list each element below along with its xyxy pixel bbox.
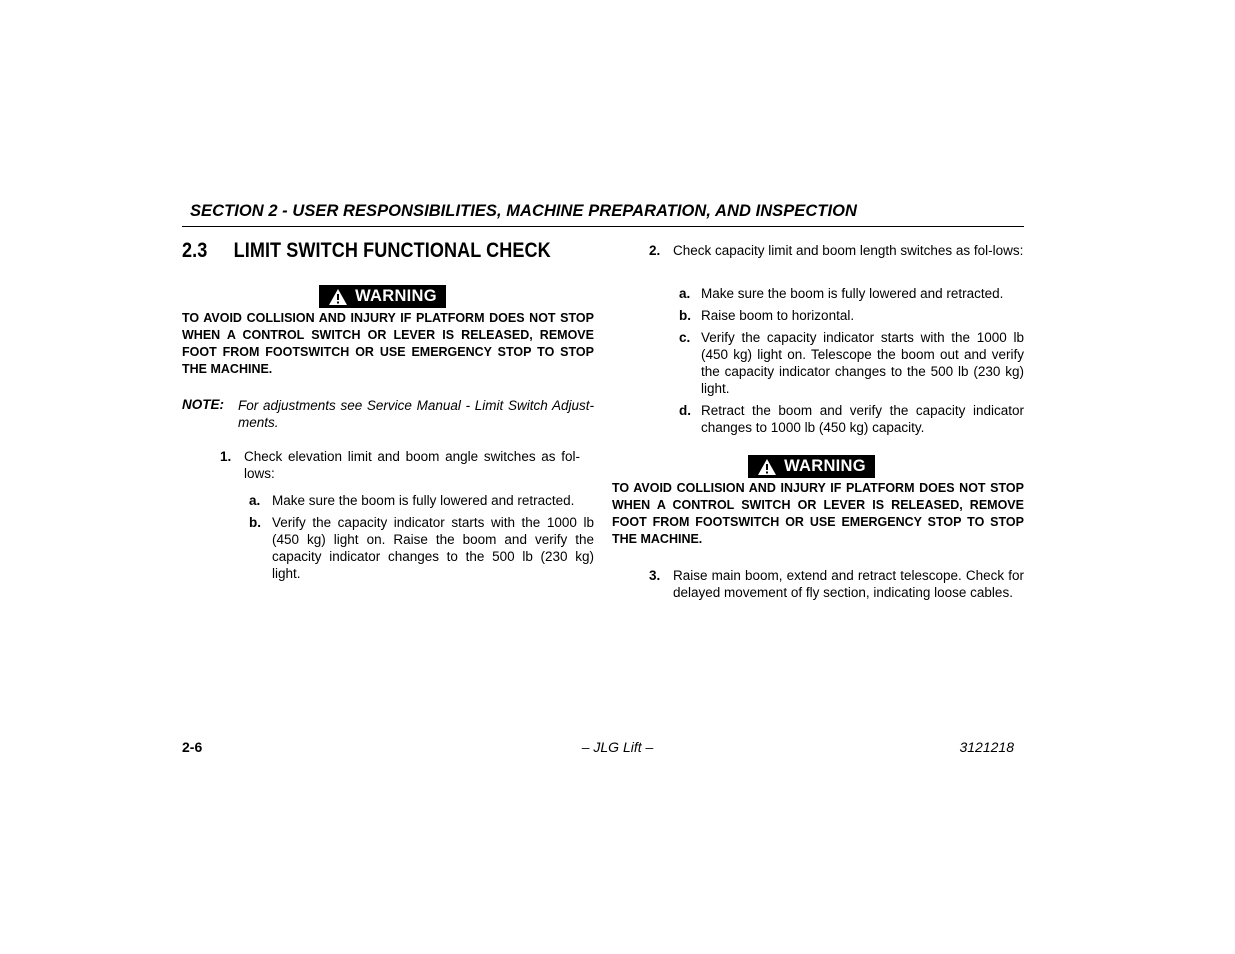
heading-number: 2.3 xyxy=(182,239,208,262)
warning-label: WARNING xyxy=(355,287,437,305)
sub-label: b. xyxy=(249,515,261,530)
step-2-sub-a xyxy=(679,285,1024,302)
step-number: 1. xyxy=(220,449,232,464)
step-1-sub-a xyxy=(249,492,594,509)
note-text: For adjustments see Service Manual - Limit Switch Adjust-ments. xyxy=(238,398,594,430)
step-number: 3. xyxy=(649,568,661,583)
step-3 xyxy=(649,567,1024,601)
warning-box-2 xyxy=(748,455,875,478)
header-rule xyxy=(182,226,1024,227)
warning-triangle-icon xyxy=(328,288,348,306)
sub-text: Make sure the boom is fully lowered and retracted. xyxy=(272,493,575,508)
warning-text-2: TO AVOID COLLISION AND INJURY IF PLATFORM DOES NOT STOP WHEN A CONTROL SWITCH OR LEVER IS RELEASED, REMOVE FOOT FROM FOOTSWITCH OR USE EMERGENCY STOP TO STOP THE MACHINE. xyxy=(612,481,1024,546)
footer-center: – JLG Lift – xyxy=(581,739,654,755)
step-1 xyxy=(220,448,580,482)
footer-page-number: 2-6 xyxy=(182,739,203,755)
sub-label: c. xyxy=(679,330,691,345)
sub-text: Raise boom to horizontal. xyxy=(701,308,855,323)
step-text: Raise main boom, extend and retract telescope. Check for delayed movement of fly section, indicating loose cables. xyxy=(673,568,1024,600)
step-2-sub-c xyxy=(679,329,1024,397)
sub-text: Retract the boom and verify the capacity indicator changes to 1000 lb (450 kg) capacity. xyxy=(701,403,1024,435)
sub-label: d. xyxy=(679,403,691,418)
footer-doc-number: 3121218 xyxy=(959,739,1014,755)
step-2-sub-b xyxy=(679,307,1024,324)
sub-text: Verify the capacity indicator starts with the 1000 lb (450 kg) light on. Telescope the boom out and verify the capacity indicator changes to the 500 lb (230 kg) light. xyxy=(701,330,1024,396)
sub-label: a. xyxy=(249,493,261,508)
step-text: Check capacity limit and boom length switches as fol-lows: xyxy=(673,243,1024,258)
warning-label: WARNING xyxy=(784,457,866,475)
warning-triangle-icon xyxy=(757,458,777,476)
warning-text-1: TO AVOID COLLISION AND INJURY IF PLATFORM DOES NOT STOP WHEN A CONTROL SWITCH OR LEVER IS RELEASED, REMOVE FOOT FROM FOOTSWITCH OR USE EMERGENCY STOP TO STOP THE MACHINE. xyxy=(182,311,594,376)
sub-text: Verify the capacity indicator starts with the 1000 lb (450 kg) light on. Raise the boom and verify the capacity indicator changes to the 500 lb (230 kg) light. xyxy=(272,515,594,581)
step-text: Check elevation limit and boom angle switches as fol-lows: xyxy=(244,449,580,481)
sub-label: a. xyxy=(679,286,691,301)
step-number: 2. xyxy=(649,243,661,258)
step-2 xyxy=(649,242,1024,259)
note-label: NOTE: xyxy=(182,397,224,412)
section-heading xyxy=(182,239,551,263)
warning-box-1 xyxy=(319,285,446,308)
sub-label: b. xyxy=(679,308,691,323)
section-header: SECTION 2 - USER RESPONSIBILITIES, MACHINE PREPARATION, AND INSPECTION xyxy=(190,202,857,220)
step-1-sub-b xyxy=(249,514,594,582)
sub-text: Make sure the boom is fully lowered and retracted. xyxy=(701,286,1004,301)
step-2-sub-d xyxy=(679,402,1024,436)
heading-title: LIMIT SWITCH FUNCTIONAL CHECK xyxy=(233,239,551,262)
